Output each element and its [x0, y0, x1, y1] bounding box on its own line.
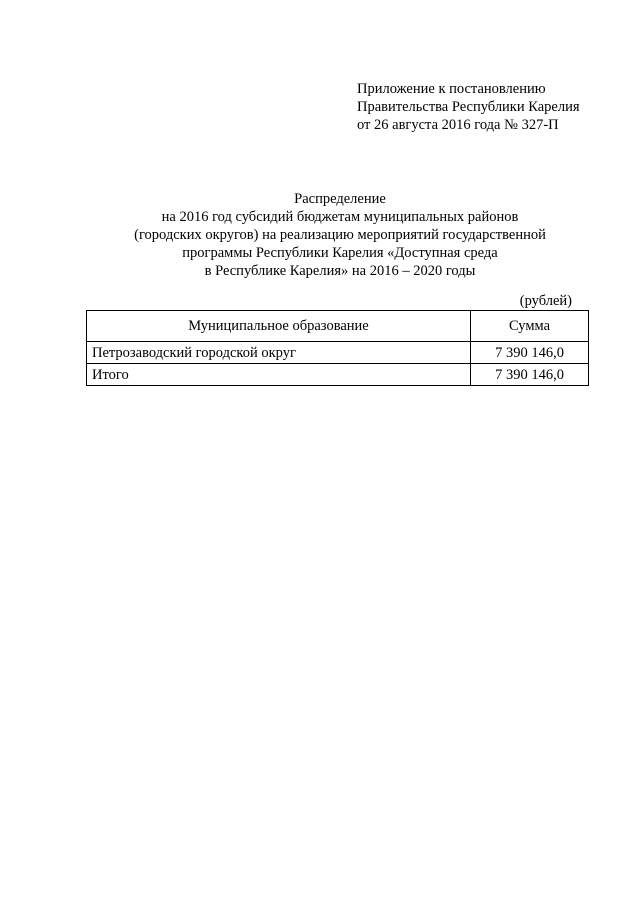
- table-row-total: [87, 364, 589, 386]
- cell-sum: 7 390 146,0: [471, 342, 589, 364]
- document-heading: [86, 190, 594, 280]
- heading-line-5: в Республике Карелия» на 2016 – 2020 годы: [204, 263, 476, 279]
- header-municipality: Муниципальное образование: [87, 311, 471, 342]
- heading-line-3: (городских округов) на реализацию мероприятий государственной: [134, 227, 546, 243]
- cell-total-sum: 7 390 146,0: [471, 364, 589, 386]
- heading-line-4: программы Республики Карелия «Доступная среда: [182, 245, 498, 261]
- appendix-line-2: Правительства Республики Карелия: [357, 99, 580, 115]
- units-label: (рублей): [519, 293, 572, 309]
- distribution-table: [86, 310, 589, 386]
- appendix-block: [357, 80, 627, 134]
- table-row: [87, 342, 589, 364]
- cell-municipality: Петрозаводский городской округ: [87, 342, 471, 364]
- appendix-line-1: Приложение к постановлению: [357, 81, 546, 97]
- heading-line-2: на 2016 год субсидий бюджетам муниципальных районов: [161, 209, 519, 225]
- appendix-line-3: от 26 августа 2016 года № 327-П: [357, 117, 559, 133]
- table-header-row: [87, 311, 589, 342]
- heading-line-1: Распределение: [294, 191, 386, 207]
- header-sum: Сумма: [471, 311, 589, 342]
- cell-total-label: Итого: [87, 364, 471, 386]
